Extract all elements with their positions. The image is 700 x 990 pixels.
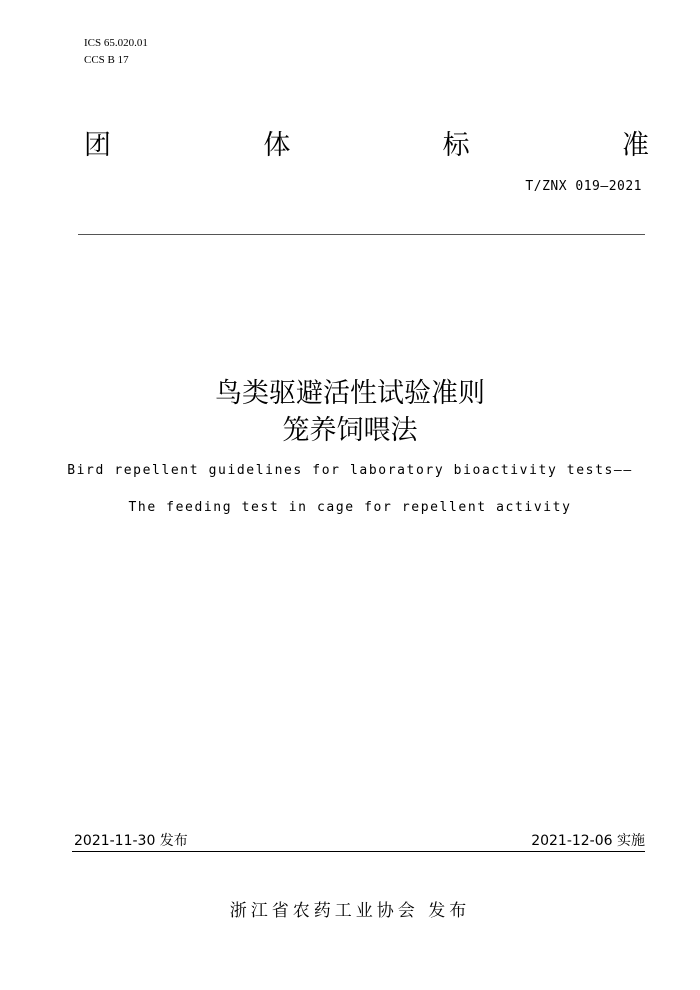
classification-codes bbox=[84, 35, 148, 69]
title-cn-line2: 笼养饲喂法 bbox=[282, 415, 418, 446]
bottom-divider bbox=[72, 851, 645, 852]
implementation-date: 2021-12-06 实施 bbox=[531, 833, 645, 849]
heading-char: 标 bbox=[442, 130, 470, 161]
date-row bbox=[74, 831, 645, 851]
title-en-line1: Bird repellent guidelines for laboratory bioactivity tests—— bbox=[67, 463, 633, 478]
top-divider bbox=[78, 234, 645, 235]
heading-char: 体 bbox=[263, 130, 291, 161]
ccs-code: CCS B 17 bbox=[84, 54, 129, 66]
title-en-line2: The feeding test in cage for repellent activity bbox=[128, 500, 572, 515]
title-cn-line1: 鸟类驱避活性试验准则 bbox=[215, 378, 485, 409]
document-type-heading bbox=[84, 126, 649, 166]
heading-char: 准 bbox=[621, 130, 649, 161]
heading-char: 团 bbox=[84, 130, 111, 161]
release-date: 2021-11-30 发布 bbox=[74, 833, 188, 849]
publisher: 浙江省农药工业协会 发布 bbox=[229, 901, 471, 921]
standard-number: T/ZNX 019—2021 bbox=[525, 179, 642, 194]
ics-code: ICS 65.020.01 bbox=[84, 37, 148, 49]
